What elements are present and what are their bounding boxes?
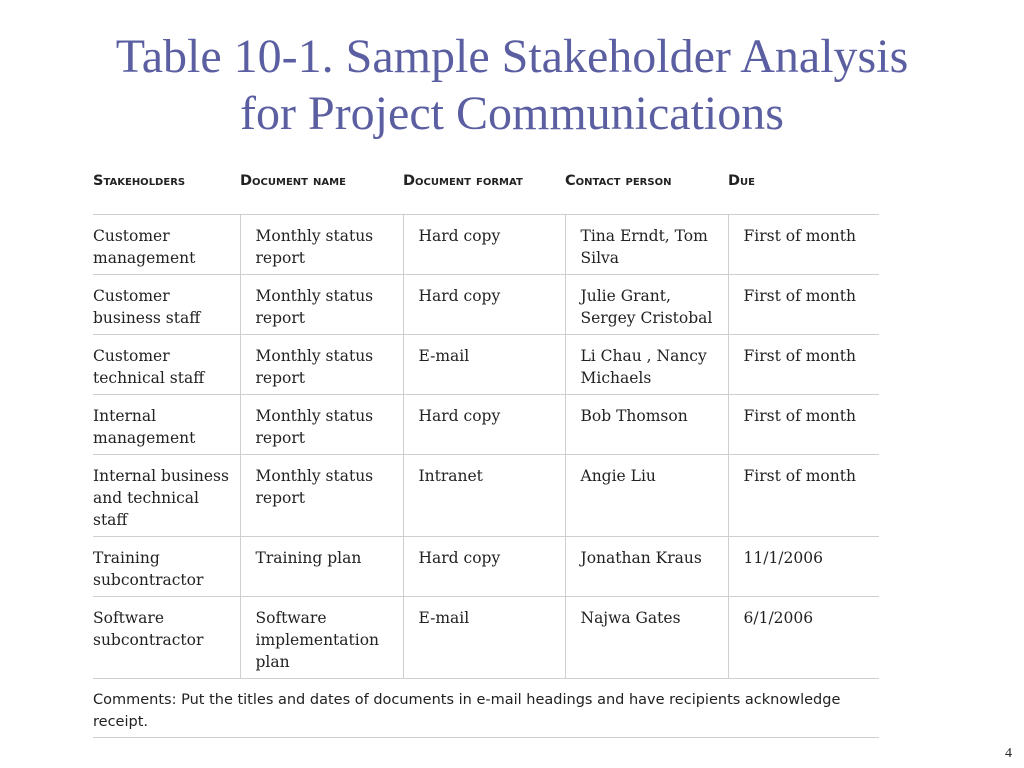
table-row <box>93 455 879 537</box>
table-row <box>93 395 879 455</box>
cell-stakeholder: Internal management <box>93 395 240 455</box>
cell-due: 6/1/2006 <box>728 597 879 679</box>
cell-contact-person: Jonathan Kraus <box>565 537 728 597</box>
stakeholder-analysis-table <box>93 168 879 679</box>
cell-document-name: Monthly status report <box>240 455 403 537</box>
cell-contact-person: Li Chau , Nancy Michaels <box>565 335 728 395</box>
cell-document-name: Monthly status report <box>240 395 403 455</box>
cell-document-format: E-mail <box>403 335 565 395</box>
cell-contact-person: Angie Liu <box>565 455 728 537</box>
slide-title <box>0 28 1024 142</box>
cell-contact-person: Bob Thomson <box>565 395 728 455</box>
cell-document-format: Intranet <box>403 455 565 537</box>
cell-document-name: Monthly status report <box>240 335 403 395</box>
cell-stakeholder: Software subcontractor <box>93 597 240 679</box>
header-stakeholders: Stakeholders <box>93 168 240 215</box>
cell-document-format: Hard copy <box>403 275 565 335</box>
header-document-name: document name <box>240 168 403 215</box>
header-contact-person: contact person <box>565 168 728 215</box>
cell-document-name: Software implementation plan <box>240 597 403 679</box>
cell-stakeholder: Training subcontractor <box>93 537 240 597</box>
cell-due: 11/1/2006 <box>728 537 879 597</box>
table-row <box>93 215 879 275</box>
table-header-row <box>93 168 879 215</box>
table-row <box>93 335 879 395</box>
slide-title-line-2: for Project Communications <box>240 87 784 140</box>
cell-stakeholder: Customer business staff <box>93 275 240 335</box>
stakeholder-table-container <box>93 168 879 738</box>
cell-document-format: Hard copy <box>403 537 565 597</box>
cell-due: First of month <box>728 455 879 537</box>
cell-document-format: E-mail <box>403 597 565 679</box>
table-comments: Comments: Put the titles and dates of documents in e-mail headings and have recipients acknowledge receipt. <box>93 679 879 738</box>
cell-contact-person: Julie Grant, Sergey Cristobal <box>565 275 728 335</box>
table-row <box>93 537 879 597</box>
cell-contact-person: Tina Erndt, Tom Silva <box>565 215 728 275</box>
cell-stakeholder: Customer technical staff <box>93 335 240 395</box>
cell-document-name: Monthly status report <box>240 215 403 275</box>
cell-document-name: Monthly status report <box>240 275 403 335</box>
cell-document-name: Training plan <box>240 537 403 597</box>
header-document-format: document format <box>403 168 565 215</box>
cell-stakeholder: Customer management <box>93 215 240 275</box>
table-row <box>93 597 879 679</box>
cell-document-format: Hard copy <box>403 395 565 455</box>
cell-document-format: Hard copy <box>403 215 565 275</box>
cell-due: First of month <box>728 275 879 335</box>
cell-contact-person: Najwa Gates <box>565 597 728 679</box>
page-number: 4 <box>1005 746 1012 761</box>
cell-stakeholder: Internal business and technical staff <box>93 455 240 537</box>
slide-title-line-1: Table 10-1. Sample Stakeholder Analysis <box>115 30 909 83</box>
table-row <box>93 275 879 335</box>
cell-due: First of month <box>728 215 879 275</box>
header-due: due <box>728 168 879 215</box>
cell-due: First of month <box>728 335 879 395</box>
cell-due: First of month <box>728 395 879 455</box>
